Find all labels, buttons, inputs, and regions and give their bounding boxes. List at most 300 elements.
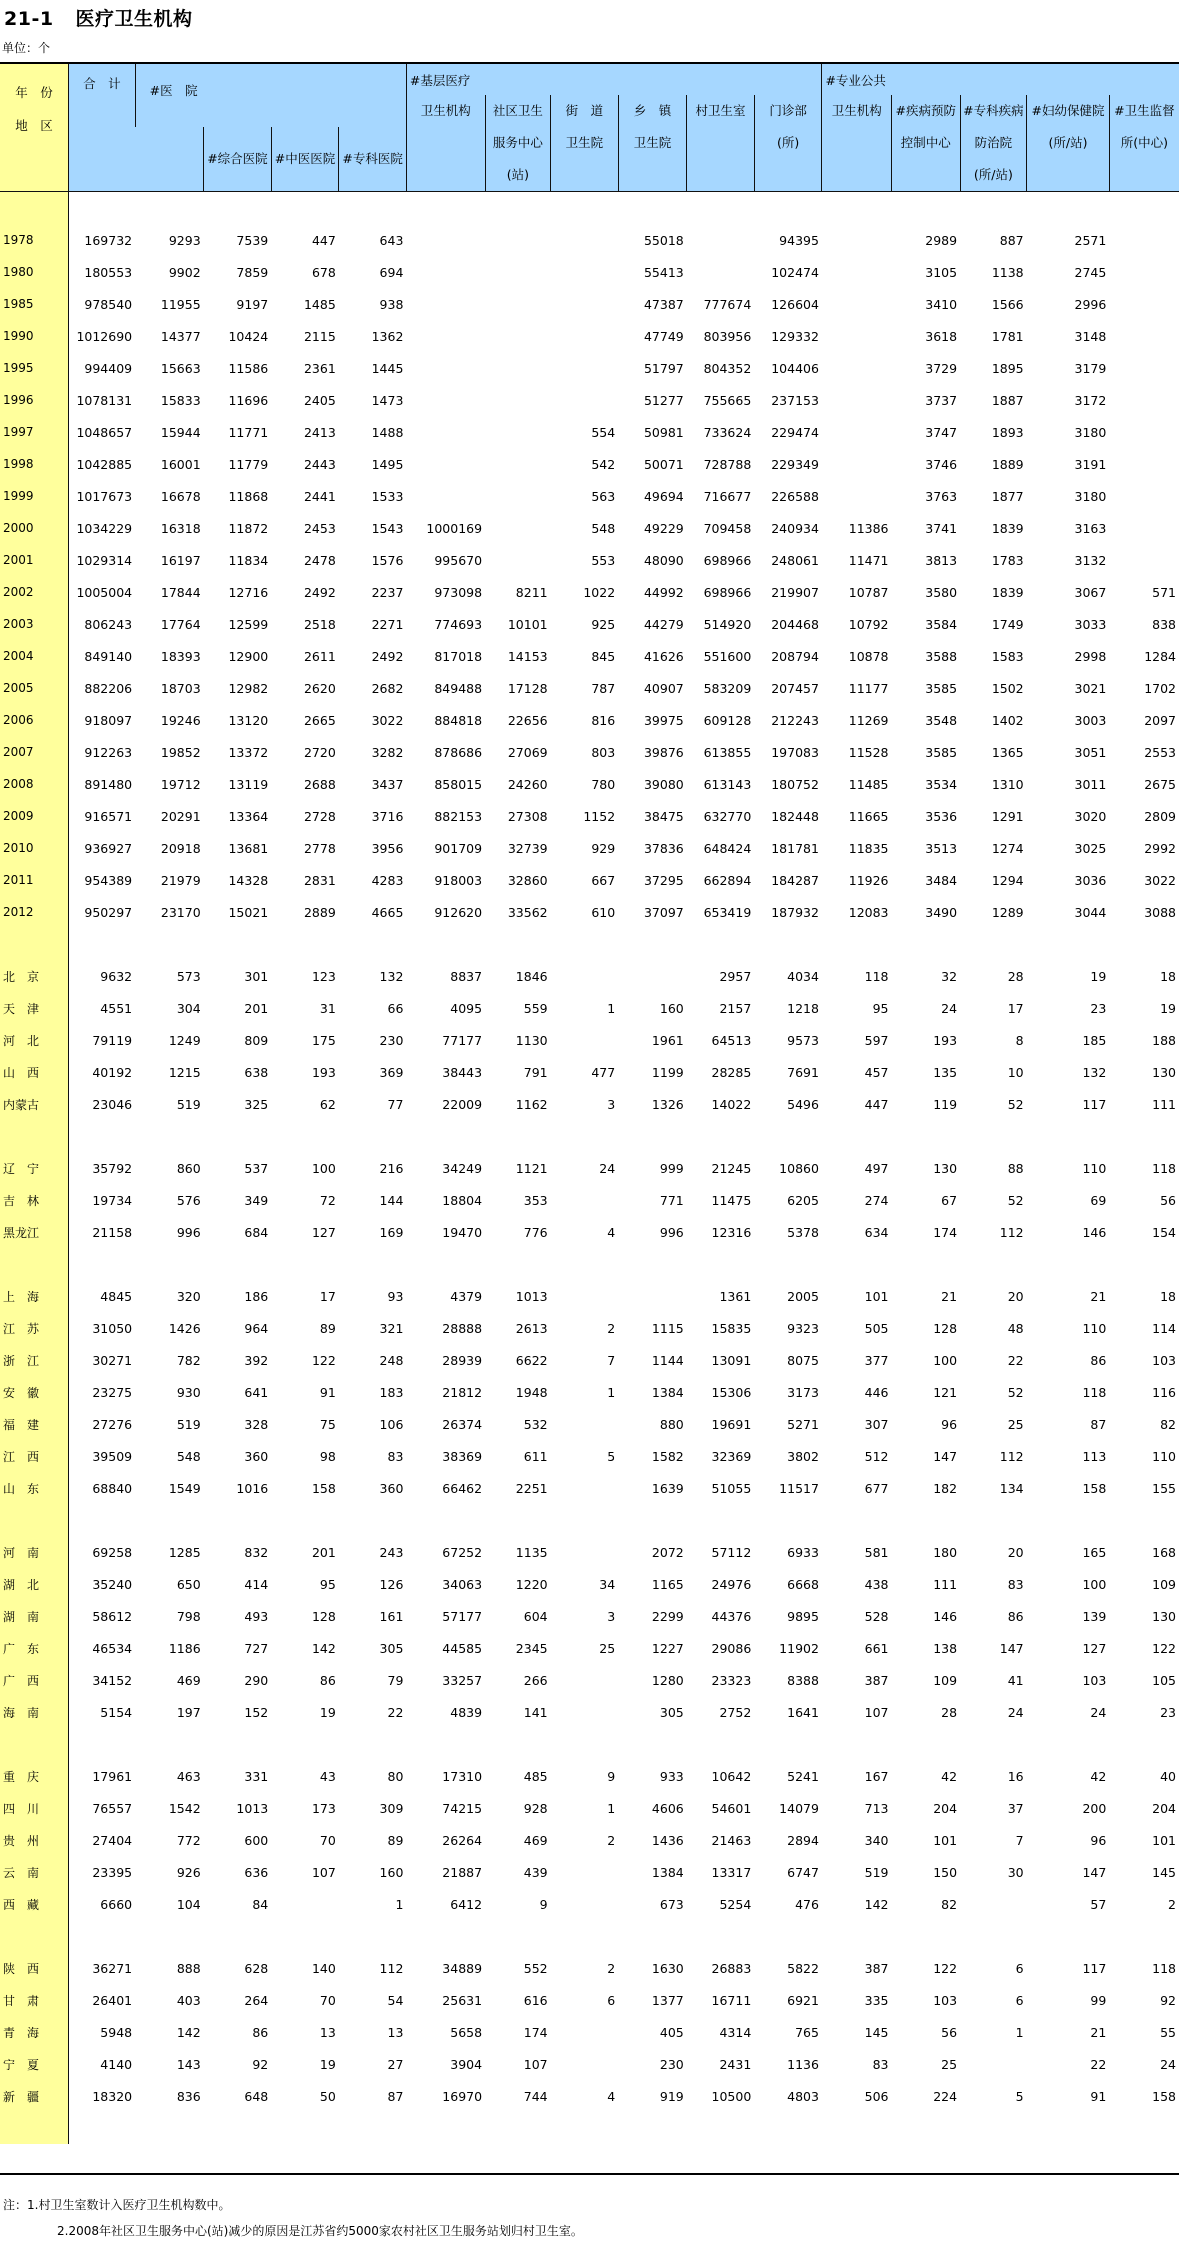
empty-cell xyxy=(960,2112,1027,2144)
value-cell: 142 xyxy=(176,2024,201,2040)
value-cell: 24 xyxy=(1007,1704,1024,1720)
year-row xyxy=(0,576,1179,608)
value-cell: 2778 xyxy=(303,840,336,856)
value-cell: 7539 xyxy=(236,232,269,248)
value-cell: 3580 xyxy=(925,584,958,600)
value-cell xyxy=(406,224,485,256)
value-cell: 13119 xyxy=(228,776,269,792)
value-cell: 305 xyxy=(659,1704,684,1720)
value-cell: 87 xyxy=(1090,1416,1107,1432)
year-row xyxy=(0,704,1179,736)
value-cell: 11835 xyxy=(848,840,889,856)
value-cell: 20291 xyxy=(160,808,201,824)
value-cell: 58612 xyxy=(92,1608,133,1624)
value-cell: 17 xyxy=(319,1288,336,1304)
empty-cell xyxy=(485,1920,551,1952)
value-cell: 3802 xyxy=(787,1448,819,1464)
value-cell: 1889 xyxy=(991,456,1024,472)
value-cell: 832 xyxy=(244,1544,269,1560)
value-cell: 10878 xyxy=(848,648,889,664)
value-cell: 22 xyxy=(1007,1352,1024,1368)
value-cell: 230 xyxy=(659,2056,684,2072)
value-cell xyxy=(485,512,551,544)
value-cell: 40907 xyxy=(643,680,684,696)
value-cell: 11834 xyxy=(228,552,269,568)
value-cell: 11926 xyxy=(848,872,889,888)
value-cell: 129332 xyxy=(771,328,819,344)
value-cell: 405 xyxy=(659,2024,684,2040)
value-cell: 5254 xyxy=(719,1896,752,1912)
empty-cell xyxy=(339,928,407,960)
value-cell: 4839 xyxy=(450,1704,483,1720)
value-cell: 10500 xyxy=(711,2088,752,2104)
empty-cell xyxy=(406,928,485,960)
region-label: 新 疆 xyxy=(0,2080,69,2112)
value-cell: 40192 xyxy=(92,1064,133,1080)
empty-cell xyxy=(204,1120,272,1152)
value-cell: 2115 xyxy=(303,328,336,344)
value-cell: 4606 xyxy=(651,1800,684,1816)
value-cell: 16 xyxy=(1007,1768,1024,1784)
empty-cell xyxy=(1027,1120,1110,1152)
value-cell: 1280 xyxy=(651,1672,684,1688)
value-cell: 82 xyxy=(1160,1416,1176,1432)
value-cell: 849140 xyxy=(84,648,133,664)
value-cell: 1294 xyxy=(991,872,1024,888)
value-cell: 928 xyxy=(523,1800,548,1816)
value-cell: 17310 xyxy=(442,1768,483,1784)
region-label: 河 南 xyxy=(0,1536,69,1568)
empty-cell xyxy=(406,192,485,225)
header-spacer xyxy=(135,160,204,192)
value-cell: 240934 xyxy=(771,520,819,536)
value-cell: 15306 xyxy=(711,1384,752,1400)
value-cell: 21158 xyxy=(92,1224,133,1240)
value-cell: 14022 xyxy=(711,1096,752,1112)
value-cell: 771 xyxy=(659,1192,684,1208)
value-cell: 62 xyxy=(319,1096,336,1112)
region-row xyxy=(0,1632,1179,1664)
region-row xyxy=(0,1824,1179,1856)
empty-cell xyxy=(135,928,204,960)
value-cell: 1445 xyxy=(371,360,404,376)
value-cell: 776 xyxy=(523,1224,548,1240)
value-cell: 95 xyxy=(872,1000,889,1016)
value-cell: 99 xyxy=(1090,1992,1107,2008)
value-cell: 3282 xyxy=(371,744,404,760)
value-cell: 1702 xyxy=(1144,680,1176,696)
value-cell: 3021 xyxy=(1074,680,1107,696)
value-cell: 1042885 xyxy=(76,456,133,472)
value-cell: 130 xyxy=(933,1160,958,1176)
value-cell: 13372 xyxy=(228,744,269,760)
value-cell: 11386 xyxy=(848,520,889,536)
value-cell: 3741 xyxy=(925,520,958,536)
region-row xyxy=(0,2048,1179,2080)
value-cell: 122 xyxy=(933,1960,958,1976)
value-cell: 916571 xyxy=(84,808,133,824)
value-cell: 321 xyxy=(379,1320,404,1336)
value-cell: 158 xyxy=(1082,1480,1107,1496)
value-cell: 92 xyxy=(1160,1992,1176,2008)
value-cell: 698966 xyxy=(703,552,752,568)
value-cell: 744 xyxy=(523,2088,548,2104)
empty-cell xyxy=(204,1248,272,1280)
value-cell: 849488 xyxy=(434,680,483,696)
value-cell: 10860 xyxy=(779,1160,819,1176)
value-cell: 3813 xyxy=(925,552,958,568)
value-cell: 3437 xyxy=(371,776,404,792)
value-cell: 3737 xyxy=(925,392,958,408)
value-cell: 661 xyxy=(864,1640,889,1656)
spacer-row xyxy=(0,928,1179,960)
value-cell: 3022 xyxy=(371,712,404,728)
empty-cell xyxy=(551,1120,619,1152)
year-label: 2012 xyxy=(0,896,69,928)
value-cell: 1013 xyxy=(515,1288,548,1304)
value-cell: 25631 xyxy=(442,1992,483,2008)
value-cell: 24976 xyxy=(711,1576,752,1592)
value-cell: 765 xyxy=(795,2024,819,2040)
value-cell: 11665 xyxy=(848,808,889,824)
region-label: 辽 宁 xyxy=(0,1152,69,1184)
value-cell: 360 xyxy=(244,1448,269,1464)
value-cell: 2998 xyxy=(1074,648,1107,664)
value-cell xyxy=(1109,480,1179,512)
value-cell: 146 xyxy=(1082,1224,1107,1240)
value-cell: 147 xyxy=(999,1640,1024,1656)
value-cell: 145 xyxy=(864,2024,889,2040)
value-cell: 17764 xyxy=(160,616,201,632)
value-cell: 248 xyxy=(379,1352,404,1368)
value-cell xyxy=(822,416,892,448)
value-cell: 18 xyxy=(1160,1288,1176,1304)
value-cell xyxy=(406,448,485,480)
value-cell: 858015 xyxy=(434,776,483,792)
header-public-institutions: 卫生机构 xyxy=(822,95,892,192)
value-cell: 9197 xyxy=(236,296,269,312)
value-cell: 96 xyxy=(1090,1832,1107,1848)
value-cell: 1362 xyxy=(371,328,404,344)
value-cell: 23323 xyxy=(711,1672,752,1688)
value-cell: 5 xyxy=(607,1448,616,1464)
value-cell: 21812 xyxy=(442,1384,483,1400)
region-row xyxy=(0,1952,1179,1984)
value-cell: 158 xyxy=(311,1480,336,1496)
value-cell: 476 xyxy=(795,1896,819,1912)
empty-cell xyxy=(485,1504,551,1536)
year-label: 2004 xyxy=(0,640,69,672)
value-cell xyxy=(551,384,619,416)
value-cell: 860 xyxy=(176,1160,201,1176)
value-cell: 3105 xyxy=(925,264,958,280)
unit-label: 单位：个 xyxy=(2,41,51,55)
value-cell: 23395 xyxy=(92,1864,133,1880)
value-cell: 24 xyxy=(1160,2056,1176,2072)
value-cell: 52 xyxy=(1007,1192,1024,1208)
value-cell: 5378 xyxy=(787,1224,819,1240)
value-cell xyxy=(822,224,892,256)
region-row xyxy=(0,2016,1179,2048)
empty-cell xyxy=(960,1248,1027,1280)
value-cell: 803956 xyxy=(703,328,752,344)
header-village-clinic: 村卫生室 xyxy=(687,95,755,192)
header-year: 年 份 xyxy=(15,85,53,100)
empty-cell xyxy=(339,2112,407,2144)
value-cell: 1961 xyxy=(651,1032,684,1048)
value-cell: 28 xyxy=(941,1704,958,1720)
value-cell: 135 xyxy=(933,1064,958,1080)
value-cell: 18 xyxy=(1160,968,1176,984)
value-cell: 6 xyxy=(607,1992,616,2008)
value-cell: 114 xyxy=(1152,1320,1176,1336)
value-cell xyxy=(960,1888,1027,1920)
value-cell: 5241 xyxy=(787,1768,819,1784)
value-cell: 47387 xyxy=(643,296,684,312)
year-label: 1996 xyxy=(0,384,69,416)
header-community-center-line1: 社区卫生 xyxy=(492,103,543,118)
value-cell: 3548 xyxy=(925,712,958,728)
value-cell: 147 xyxy=(933,1448,958,1464)
value-cell: 3484 xyxy=(925,872,958,888)
header-region: 地 区 xyxy=(15,118,53,133)
value-cell: 98 xyxy=(319,1448,336,1464)
value-cell: 38369 xyxy=(442,1448,483,1464)
region-row xyxy=(0,1152,1179,1184)
value-cell: 127 xyxy=(1082,1640,1107,1656)
empty-cell xyxy=(69,1120,136,1152)
value-cell: 11517 xyxy=(779,1480,819,1496)
value-cell: 1218 xyxy=(787,1000,819,1016)
value-cell: 26401 xyxy=(92,1992,133,2008)
value-cell: 973098 xyxy=(434,584,483,600)
empty-cell xyxy=(618,1728,687,1760)
value-cell: 2443 xyxy=(303,456,336,472)
value-cell: 662894 xyxy=(703,872,752,888)
value-cell: 7 xyxy=(607,1352,616,1368)
value-cell: 3011 xyxy=(1074,776,1107,792)
value-cell: 142 xyxy=(864,1896,889,1912)
value-cell: 47749 xyxy=(643,328,684,344)
value-cell: 39080 xyxy=(643,776,684,792)
value-cell: 1582 xyxy=(651,1448,684,1464)
region-label: 浙 江 xyxy=(0,1344,69,1376)
year-label: 2003 xyxy=(0,608,69,640)
value-cell: 884818 xyxy=(434,712,483,728)
value-cell: 84 xyxy=(252,1896,269,1912)
value-cell: 11779 xyxy=(228,456,269,472)
region-label: 湖 南 xyxy=(0,1600,69,1632)
value-cell: 107 xyxy=(311,1864,336,1880)
value-cell xyxy=(485,256,551,288)
header-hospital: #医 院 xyxy=(135,63,406,127)
value-cell: 5154 xyxy=(100,1704,133,1720)
value-cell: 1495 xyxy=(371,456,404,472)
empty-cell xyxy=(822,2112,892,2144)
value-cell: 180752 xyxy=(771,776,819,792)
value-cell: 1284 xyxy=(1144,648,1176,664)
value-cell xyxy=(822,448,892,480)
value-cell: 10424 xyxy=(228,328,269,344)
spacer-row xyxy=(0,192,1179,225)
value-cell: 3 xyxy=(607,1096,616,1112)
region-label: 天 津 xyxy=(0,992,69,1024)
empty-cell xyxy=(960,1120,1027,1152)
empty-cell xyxy=(822,928,892,960)
value-cell: 403 xyxy=(176,1992,201,2008)
empty-cell xyxy=(687,1920,755,1952)
header-outpatient-line2: (所) xyxy=(776,135,800,150)
empty-cell xyxy=(1109,1920,1179,1952)
year-row xyxy=(0,448,1179,480)
stub-cell xyxy=(0,1248,69,1280)
value-cell: 23170 xyxy=(160,904,201,920)
value-cell: 677 xyxy=(864,1480,889,1496)
year-row xyxy=(0,896,1179,928)
value-cell: 54601 xyxy=(711,1800,752,1816)
value-cell: 780 xyxy=(591,776,616,792)
value-cell: 3172 xyxy=(1074,392,1107,408)
table-title xyxy=(4,4,193,31)
value-cell: 3033 xyxy=(1074,616,1107,632)
empty-cell xyxy=(339,192,407,225)
header-supervision-line1: #卫生监督 xyxy=(1114,103,1175,118)
value-cell: 446 xyxy=(864,1384,889,1400)
value-cell: 836 xyxy=(176,2088,201,2104)
value-cell: 37295 xyxy=(643,872,684,888)
empty-cell xyxy=(135,1728,204,1760)
value-cell: 67252 xyxy=(442,1544,483,1560)
value-cell: 139 xyxy=(1082,1608,1107,1624)
value-cell: 369 xyxy=(379,1064,404,1080)
empty-cell xyxy=(551,1248,619,1280)
value-cell: 1 xyxy=(607,1800,616,1816)
value-cell: 126604 xyxy=(771,296,819,312)
value-cell: 1 xyxy=(1015,2024,1024,2040)
value-cell: 226588 xyxy=(771,488,819,504)
header-public-group: #专业公共 xyxy=(822,63,1179,95)
value-cell xyxy=(1109,352,1179,384)
value-cell: 716677 xyxy=(703,488,752,504)
value-cell: 110 xyxy=(1082,1160,1107,1176)
value-cell: 10792 xyxy=(848,616,889,632)
value-cell xyxy=(406,416,485,448)
value-cell: 2237 xyxy=(371,584,404,600)
value-cell: 727 xyxy=(244,1640,269,1656)
value-cell: 19734 xyxy=(92,1192,133,1208)
value-cell: 3729 xyxy=(925,360,958,376)
value-cell: 532 xyxy=(523,1416,548,1432)
value-cell: 111 xyxy=(933,1576,958,1592)
value-cell: 1533 xyxy=(371,488,404,504)
value-cell: 21 xyxy=(1090,1288,1107,1304)
value-cell: 11475 xyxy=(711,1192,752,1208)
value-cell: 13120 xyxy=(228,712,269,728)
value-cell: 320 xyxy=(176,1288,201,1304)
value-cell: 1542 xyxy=(168,1800,201,1816)
value-cell: 165 xyxy=(1082,1544,1107,1560)
value-cell: 230 xyxy=(379,1032,404,1048)
region-label: 甘 肃 xyxy=(0,1984,69,2016)
notes xyxy=(3,2192,583,2244)
value-cell: 1426 xyxy=(168,1320,201,1336)
value-cell: 14079 xyxy=(779,1800,819,1816)
value-cell: 340 xyxy=(864,1832,889,1848)
value-cell: 3588 xyxy=(925,648,958,664)
empty-cell xyxy=(551,2112,619,2144)
value-cell: 888 xyxy=(176,1960,201,1976)
value-cell xyxy=(551,320,619,352)
value-cell: 929 xyxy=(591,840,616,856)
value-cell: 2299 xyxy=(651,1608,684,1624)
year-label: 2002 xyxy=(0,576,69,608)
value-cell: 161 xyxy=(379,1608,404,1624)
region-row xyxy=(0,1472,1179,1504)
empty-cell xyxy=(406,1920,485,1952)
empty-cell xyxy=(204,2112,272,2144)
value-cell: 2492 xyxy=(303,584,336,600)
value-cell: 20 xyxy=(1007,1544,1024,1560)
year-row xyxy=(0,352,1179,384)
region-label: 重 庆 xyxy=(0,1760,69,1792)
header-mch-line2: (所/站) xyxy=(1048,135,1088,150)
value-cell: 1130 xyxy=(515,1032,548,1048)
value-cell: 4845 xyxy=(100,1288,133,1304)
value-cell: 3585 xyxy=(925,680,958,696)
value-cell: 4095 xyxy=(450,1000,483,1016)
value-cell: 13091 xyxy=(711,1352,752,1368)
value-cell: 32739 xyxy=(507,840,548,856)
value-cell: 4283 xyxy=(371,872,404,888)
value-cell: 648 xyxy=(244,2088,269,2104)
region-label: 黑龙江 xyxy=(0,1216,69,1248)
empty-cell xyxy=(687,2112,755,2144)
value-cell: 15663 xyxy=(160,360,201,376)
value-cell: 109 xyxy=(933,1672,958,1688)
value-cell: 1895 xyxy=(991,360,1024,376)
value-cell: 174 xyxy=(523,2024,548,2040)
value-cell: 23 xyxy=(1090,1000,1107,1016)
value-cell: 774693 xyxy=(434,616,483,632)
value-cell: 89 xyxy=(387,1832,404,1848)
value-cell: 16318 xyxy=(160,520,201,536)
empty-cell xyxy=(1109,2112,1179,2144)
empty-cell xyxy=(271,1248,339,1280)
region-label: 河 北 xyxy=(0,1024,69,1056)
value-cell: 33257 xyxy=(442,1672,483,1688)
value-cell xyxy=(551,1408,619,1440)
value-cell: 200 xyxy=(1082,1800,1107,1816)
table-body xyxy=(0,192,1179,2145)
value-cell: 23 xyxy=(1160,1704,1176,1720)
value-cell: 3716 xyxy=(371,808,404,824)
value-cell: 438 xyxy=(864,1576,889,1592)
year-label: 1978 xyxy=(0,224,69,256)
value-cell: 457 xyxy=(864,1064,889,1080)
value-cell: 335 xyxy=(864,1992,889,2008)
value-cell: 1361 xyxy=(719,1288,752,1304)
value-cell: 168 xyxy=(1152,1544,1176,1560)
value-cell: 5822 xyxy=(787,1960,819,1976)
value-cell: 328 xyxy=(244,1416,269,1432)
header-mch xyxy=(1027,95,1110,192)
header-total: 合 计 xyxy=(69,63,136,192)
value-cell: 55413 xyxy=(643,264,684,280)
value-cell: 628 xyxy=(244,1960,269,1976)
empty-cell xyxy=(892,928,961,960)
value-cell: 1000169 xyxy=(426,520,483,536)
value-cell: 1029314 xyxy=(76,552,133,568)
